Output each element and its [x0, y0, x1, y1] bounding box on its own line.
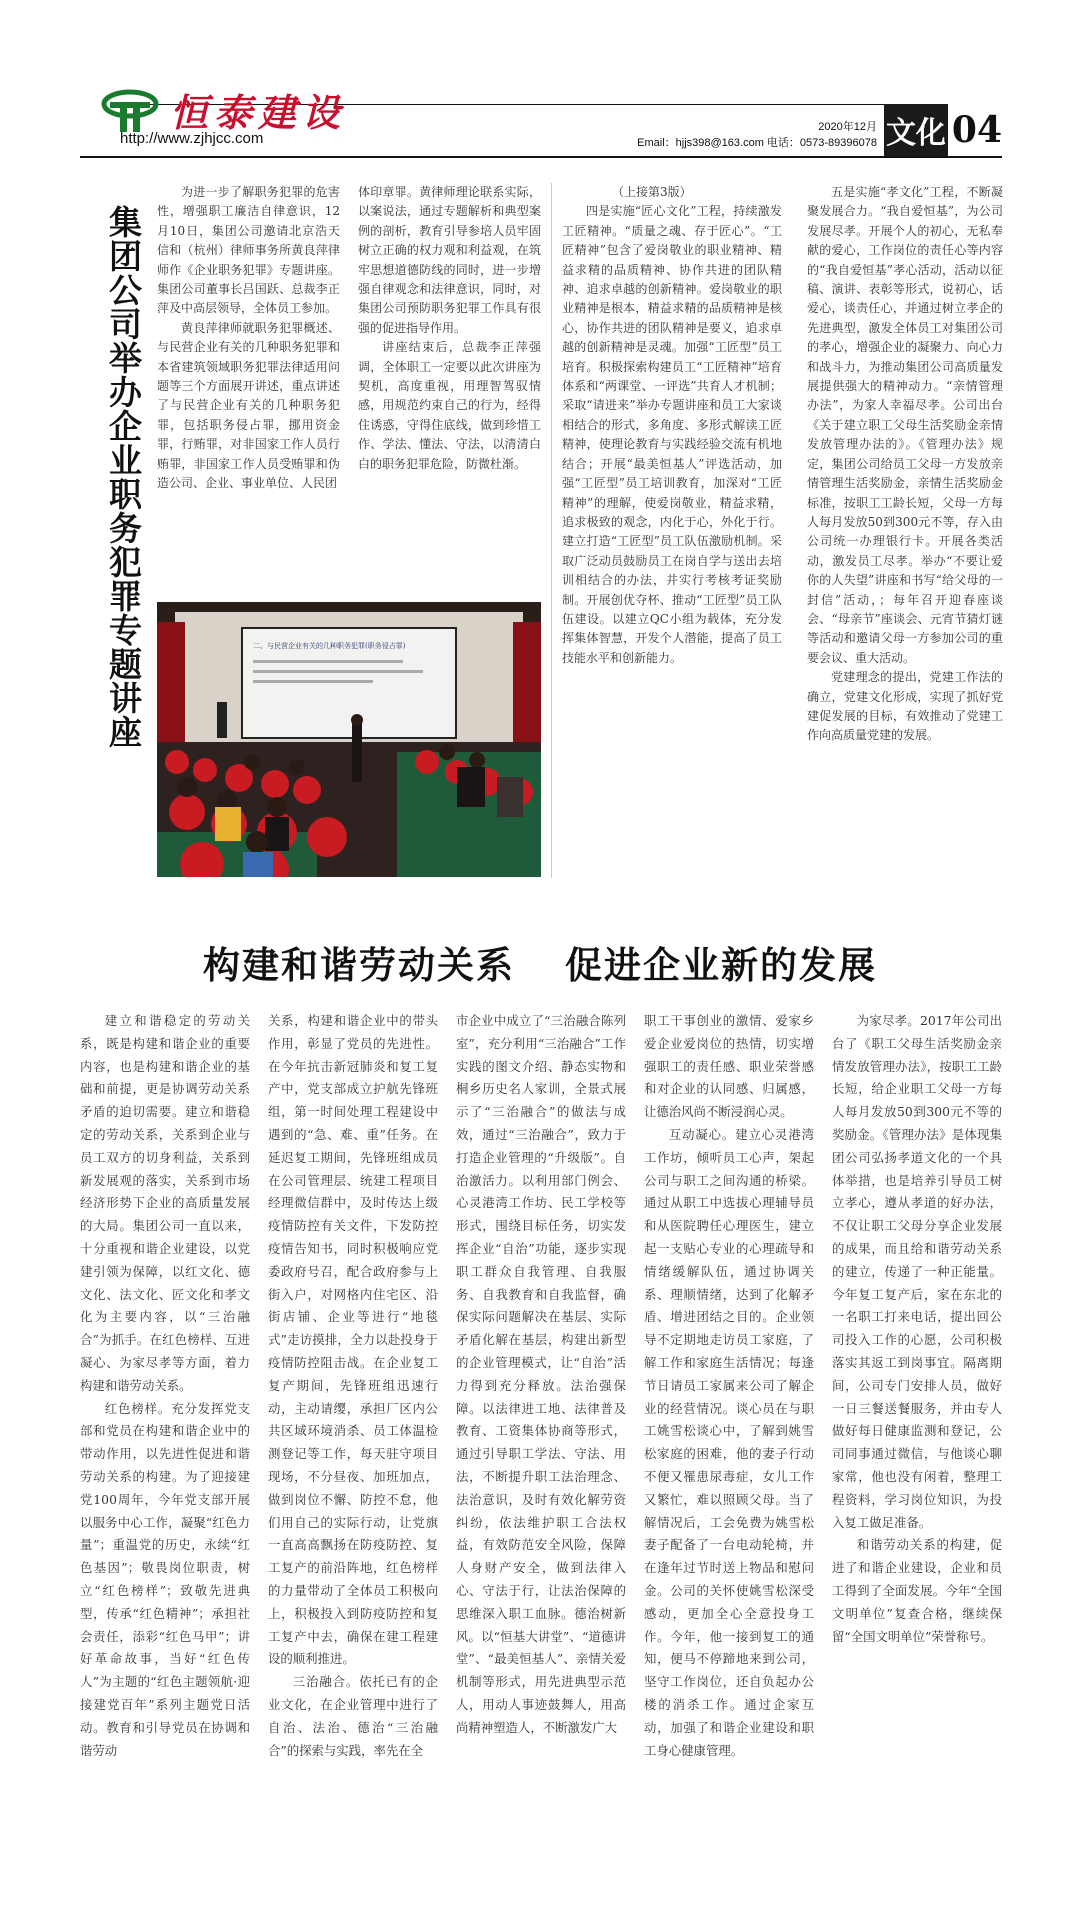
paragraph: 体印章罪。黄律师理论联系实际，以案说法，通过专题解析和典型案例的剖析，教育引导参培人员牢固树立正确的权力观和利益观，在筑牢思想道德防线的同时，进一步增强自律观念和法律意识，同时，对集团公司预防职务犯罪工作具有很强的促进指导作用。: [358, 185, 541, 335]
column-divider: [551, 183, 552, 878]
masthead-rule: [80, 156, 1002, 158]
newspaper-title: 恒泰建设: [170, 90, 347, 135]
headline-part-2: 促进企业新的发展: [565, 944, 877, 987]
paragraph: 四是实施“匠心文化”工程，持续激发工匠精神。“质量之魂、存于匠心”。“工匠精神”包含了爱岗敬业的职业精神、精益求精的品质精神、协作共进的团队精神、追求卓越的创新精神。爱岗敬业的职业精神是根本，精益求精的品质精神是核心，协作共进的团队精神是要义，追求卓越的创新精神是灵魂。加强“工匠型”员工培育。积极探索构建员工“工匠精神”培育体系和“两课堂、一评选”共育人才机制；采取“请进来”举办专题讲座和员工大家谈相结合的形式，多角度、多形式解读工匠精神，使理论教育与实践经验交流有机地结合；开展“最美恒基人”评选活动，加强“工匠型”员工培训教育，加深对“工匠精神”的理解，使爱岗敬业，精益求精，追求极致的观念，内化于心，外化于行。建立打造“工匠型”员工队伍激励机制。采取广泛动员鼓励员工在岗自学与送出去培训相结合的办法，并实行考核考证奖励制。开展创优夺杯、推动“工匠型”员工队伍建设。以建立QC小组为载体，充分发挥集体智慧，开发个人潜能，提高了员工技能水平和创新能力。: [562, 204, 782, 665]
article2-column-4: [644, 1010, 814, 1762]
website-url[interactable]: http://www.zjhjcc.com: [120, 130, 264, 147]
lecture-photo-image: [157, 602, 541, 877]
article-continued-column-4: [807, 183, 1003, 746]
article1-column-2: [358, 183, 541, 474]
paragraph: 职工干事创业的激情、爱家乡爱企业爱岗位的热情，切实增强职工的责任感、职业荣誉感和对企业的认同感、归属感，让德治风尚不断浸润心灵。: [644, 1013, 814, 1120]
article1-column-1: [157, 183, 340, 494]
article1-headline: 集团公司举办企业职务犯罪专题讲座: [104, 205, 143, 749]
slide-title: 二、与民营企业有关的几种职务犯罪(职务侵占罪): [253, 642, 406, 650]
paragraph: 互动凝心。建立心灵港湾工作坊，倾听员工心声，架起公司与职工之间沟通的桥梁。通过从职工中选拔心理辅导员和从医院聘任心理医生，建立起一支贴心专业的心理疏导和情绪缓解队伍，通过协调关系、理顺情绪，达到了化解矛盾、增进团结之目的。企业领导不定期地走访员工家庭，了解工作和家庭生活情况；每逢节日请员工家属来公司了解企业的经营情况。谈心员在与职工姚雪松谈心中，了解到姚雪松家庭的困难，他的妻子行动不便又罹患尿毒症，女儿工作又繁忙，难以照顾父母。当了解情况后，工会免费为姚雪松妻子配备了一台电动轮椅，并在逢年过节时送上物品和慰问金。公司的关怀使姚雪松深受感动，更加全心全意投身工作。今年，他一接到复工的通知，便马不停蹄地来到公司，坚守工作岗位，还自负起办公楼的消杀工作。通过企家互动，加强了和谐企业建设和职工身心健康管理。: [644, 1126, 814, 1758]
paragraph: 为进一步了解职务犯罪的危害性，增强职工廉洁自律意识，12月10日，集团公司邀请北京浩天信和（杭州）律师事务所黄良萍律师作《企业职务犯罪》专题讲座。集团公司董事长吕国跃、总裁李正萍及中高层领导，全体员工参加。: [157, 185, 340, 316]
paragraph: 三治融合。依托已有的企业文化，在企业管理中进行了自治、法治、德治“三治融合”的探索与实践，率先在全: [268, 1674, 438, 1758]
paragraph: 建立和谐稳定的劳动关系，既是构建和谐企业的重要内容，也是构建和谐企业的基础和前提，更是协调劳动关系矛盾的迫切需要。建立和谐稳定的劳动关系，关系到企业与员工双方的切身利益，关系到新发展观的落实，关系到市场经济形势下企业的高质量发展的大局。集团公司一直以来，十分重视和谐企业建设，以党建引领为保障，以红文化、德文化、法文化、匠文化和孝文化为主要内容，以“三治融合”为抓手。在红色榜样、互进凝心、为家尽孝等方面，着力构建和谐劳动关系。: [80, 1013, 250, 1393]
company-logo-icon: [100, 86, 160, 134]
section-label: [884, 104, 1002, 156]
paragraph: 和谐劳动关系的构建，促进了和谐企业建设，企业和员工得到了全面发展。今年“全国文明单位”复查合格，继续保留“全国文明单位”荣誉称号。: [832, 1537, 1002, 1644]
continued-note: （上接第3版）: [612, 185, 692, 199]
masthead: [80, 78, 1002, 158]
contact-info: Email：hjjs398@163.com 电话：0573-89396078: [637, 137, 877, 149]
section-name: 文化: [884, 104, 948, 156]
paragraph: 关系，构建和谐企业中的带头作用，彰显了党员的先进性。在今年抗击新冠肺炎和复工复产中，党支部成立护航先锋班组，第一时间处理工程建设中遇到的“急、难、重”任务。在延迟复工期间，先锋班组成员在公司管理层、统建工程项目经理微信群中，及时传达上级疫情防控有关文件，下发防控疫情告知书，同时积极响应党委政府号召，配合政府参与上街入户，对网格内住宅区、沿街店铺、企业等进行“地毯式”走访摸排，全力以赴投身于疫情防控阻击战。在企业复工复产期间，先锋班组迅速行动，主动请缨，承担厂区内公共区域环境消杀、员工体温检测登记等工作，每天驻守项目现场，不分昼夜、加班加点，做到岗位不懈、防控不怠，他们用自己的实际行动，让党旗一直高高飘扬在防疫防控、复工复产的前沿阵地，红色榜样的力量带动了全体员工积极向上，积极投入到防疫防控和复工复产中去，确保在建工程建设的顺利推进。: [268, 1013, 438, 1667]
article2-column-1: [80, 1010, 250, 1762]
headline-part-1: 构建和谐劳动关系: [203, 944, 515, 987]
paragraph: 五是实施“孝文化”工程，不断凝聚发展合力。“我自爱恒基”，为公司发展尽孝。开展个人的初心，无私奉献的爱心，工作岗位的责任心等内容的“我自爱恒基”孝心活动，活动以征稿、演讲、表彰等形式，说初心，话爱心，谈责任心，并通过树立孝企的先进典型，激发全体员工对集团公司的孝心，增强企业的凝聚力、向心力和战斗力，为推动集团公司高质量发展提供强大的精神动力。“亲情管理办法”，为家人幸福尽孝。公司出台《关于建立职工父母生活奖励金亲情发放管理办法的》。《管理办法》规定，集团公司给员工父母一方发放亲情管理生活奖励金，亲情生活奖励金标准，按职工工龄长短，父母一方每人每月发放50到300元不等，存入由公司统一办理银行卡。开展各类活动，激发员工尽孝。举办“不要让爱你的人失望”讲座和书写“给父母的一封信”活动，；每年召开迎春座谈会、“母亲节”座谈会、元宵节猜灯谜等活动和邀请父母一方参加公司的重要会议、重大活动。: [807, 185, 1003, 665]
article2-headline: [0, 935, 1080, 989]
paragraph: 市企业中成立了“三治融合陈列室”，充分利用“三治融合”工作实践的图文介绍、静态实物和桐乡历史名人家训，全景式展示了“三治融合”的做法与成效，通过“三治融合”，致力于打造企业管理的“升级版”。自治激活力。以利用部门例会、心灵港湾工作坊、民工学校等形式，围绕目标任务，切实发挥企业“自治”功能，逐步实现职工群众自我管理、自我服务、自我教育和自我监督，确保实际问题解决在基层、实际矛盾化解在基层，构建出新型的企业管理模式，让“自治”活力得到充分释放。法治强保障。以法律进工地、法律普及教育、工资集体协商等形式，通过引导职工学法、守法、用法，不断提升职工法治理念、法治意识，及时有效化解劳资纠纷，依法维护职工合法权益，有效防范安全风险，保障人身财产安全，做到法律入心、守法于行，让法治保障的思维深入职工血脉。德治树新风。以“恒基大讲堂”、“道德讲堂”、“最美恒基人”、亲情关爱机制等形式，用先进典型示范人，用动人事迹鼓舞人，用高尚精神塑造人，不断激发广大: [456, 1013, 626, 1735]
paragraph: 党建理念的提出，党建工作法的确立，党建文化形成，实现了抓好党建促发展的目标，有效推动了党建工作向高质量党建的发展。: [807, 670, 1003, 743]
article-continued-column-3: [562, 183, 782, 668]
paragraph: 为家尽孝。2017年公司出台了《职工父母生活奖励金亲情发放管理办法》，按职工工龄长短，给企业职工父母一方每人每月发放50到300元不等的奖励金。《管理办法》是体现集团公司弘扬孝道文化的一个具体举措，也是培养引导员工树立孝心，遵从孝道的好办法，不仅让职工父母分享企业发展的成果，而且给和谐劳动关系的建立，传递了一种正能量。今年复工复产后，家在东北的一名职工打来电话，提出回公司投入工作的心愿，公司积极落实其返工到岗事宜。隔离期间，公司专门安排人员，做好一日三餐送餐服务，并由专人做好每日健康监测和登记，公司同事通过微信，与他谈心聊家常，他也没有闲着，整理工程资料，学习岗位知识，为投入复工做足准备。: [832, 1013, 1002, 1530]
paragraph: 讲座结束后，总裁李正萍强调，全体职工一定要以此次讲座为契机，高度重视，用理智驾驭情感，用规范约束自己的行为，经得住诱惑，守得住底线，做到珍惜工作、学法、懂法、守法，以清清白白的职务犯罪危险，防微杜渐。: [358, 340, 541, 471]
article2-column-5: [832, 1010, 1002, 1648]
issue-date: 2020年12月: [818, 121, 877, 133]
paragraph: 黄良萍律师就职务犯罪概述、与民营企业有关的几种职务犯罪和本省建筑领域职务犯罪法律适用问题等三个方面展开讲述，重点讲述了与民营企业有关的几种职务犯罪，包括职务侵占罪，挪用资金罪，行贿罪，对非国家工作人员行贿罪，非国家工作人员受贿罪和伪造公司、企业、事业单位、人民团: [157, 320, 340, 491]
article2-column-3: [456, 1010, 626, 1740]
paragraph: 红色榜样。充分发挥党支部和党员在构建和谐企业中的带动作用，以先进性促进和谐劳动关系的构建。为了迎接建党100周年，今年党支部开展以服务中心工作，凝聚“红色力量”；重温党的历史，永续“红色基因”；敬畏岗位职责，树立“红色榜样”；致敬先进典型，传承“红色精神”；承担社会责任，添彩“红色马甲”；讲好革命故事，当好“红色传人”为主题的“红色主题领航·迎接建党百年”系列主题党日活动。教育和引导党员在协调和谐劳动: [80, 1400, 250, 1758]
page-number: 04: [951, 109, 1002, 151]
article2-column-2: [268, 1010, 438, 1762]
lecture-photo: [157, 602, 541, 877]
